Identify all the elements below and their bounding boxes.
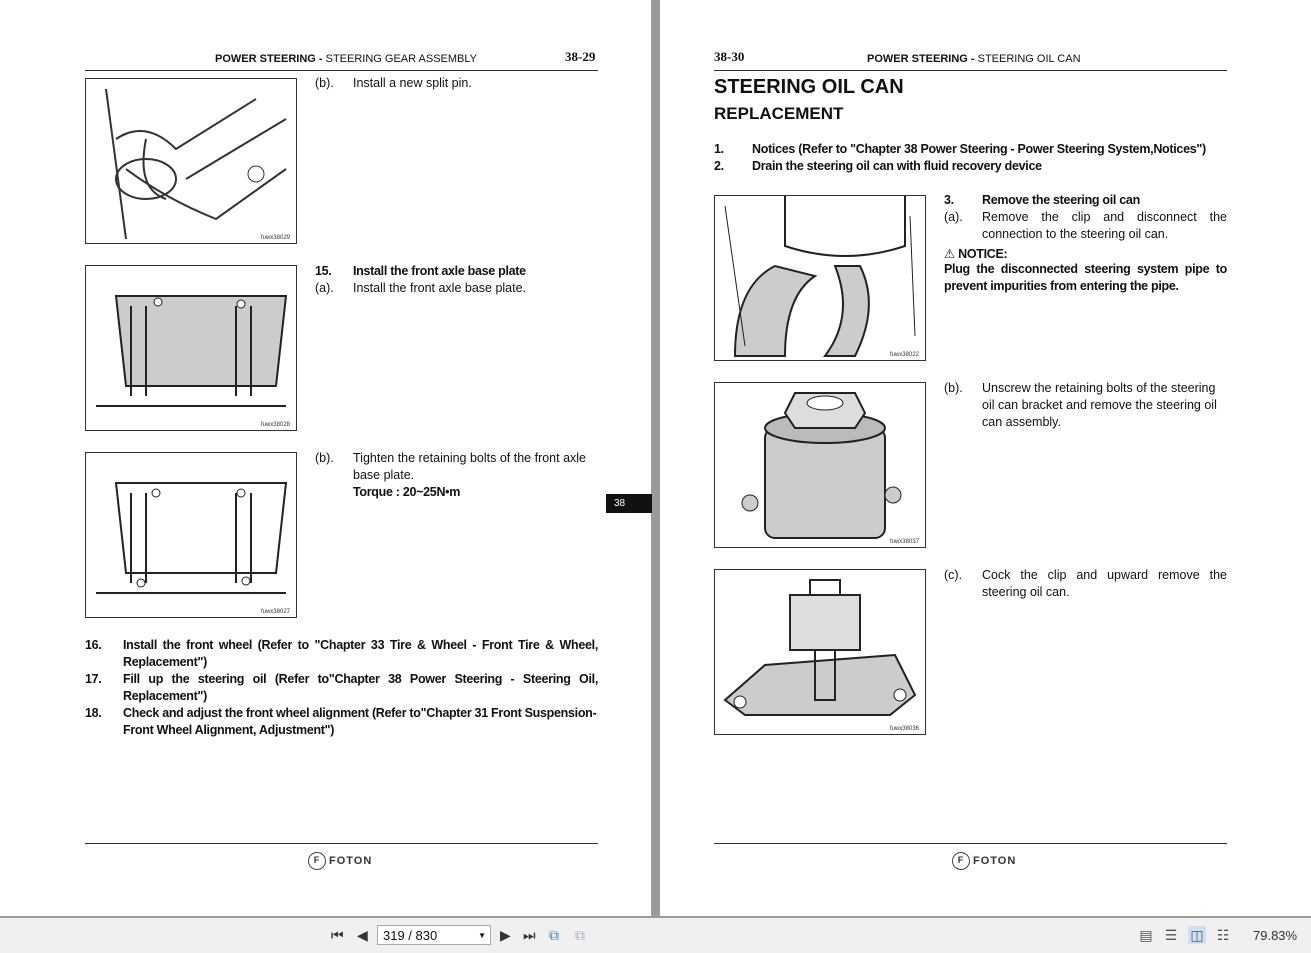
section-subtitle: REPLACEMENT (714, 104, 844, 123)
figure-split-pin (85, 78, 297, 244)
next-page-button[interactable]: ▶ (500, 927, 511, 943)
step-number: 18. (85, 706, 102, 720)
left-page (0, 0, 651, 916)
figure-caption: fuwx38029 (260, 235, 290, 241)
step-label: (b). (944, 381, 963, 395)
step-number: 17. (85, 672, 102, 686)
notice-text: Plug the disconnected steering system pipe to prevent impurities from entering the pipe. (944, 262, 1227, 293)
figure-caption: fuwx38022 (889, 352, 919, 358)
last-page-button[interactable]: ⏭ (523, 927, 536, 943)
page-number: 38-30 (714, 49, 745, 64)
foton-logo: F FOTON (308, 852, 372, 870)
zoom-level[interactable]: 79.83% (1253, 928, 1298, 943)
step-text: Cock the clip and upward remove the steering oil can. (982, 568, 1227, 599)
next-view-icon[interactable]: ⧉ (575, 927, 585, 943)
warning-icon: ⚠ (944, 247, 955, 261)
step-number: 3. (944, 193, 954, 207)
figure-axle-plate-bolts (85, 452, 297, 618)
previous-view-icon[interactable]: ⧉ (549, 927, 559, 943)
viewer-toolbar (0, 918, 1311, 953)
page-header: POWER STEERING - STEERING GEAR ASSEMBLY (215, 53, 478, 65)
step-label: (b). (315, 76, 334, 90)
figure-oil-can-removal (714, 569, 926, 735)
figure-caption: fuwx38028 (260, 422, 290, 428)
step-text: Install a new split pin. (353, 76, 472, 90)
continuous-view-icon[interactable]: ☰ (1164, 927, 1178, 943)
chapter-tab: 38 (606, 494, 652, 513)
step-label: (b). (315, 451, 334, 465)
figure-oil-can-bracket (714, 382, 926, 548)
two-page-view-icon[interactable]: ◫ (1188, 926, 1206, 944)
step-text: Tighten the retaining bolts of the front axle base plate. (353, 451, 587, 482)
step-text: Unscrew the retaining bolts of the steering oil can bracket and remove the steering oil can assembly. (982, 381, 1217, 429)
step-text: Install the front wheel (Refer to "Chapter 33 Tire & Wheel - Front Tire & Wheel, Replacement") (123, 638, 598, 669)
page-number: 38-29 (565, 49, 596, 64)
step-text: Fill up the steering oil (Refer to"Chapter 38 Power Steering - Steering Oil, Replacement") (123, 672, 598, 703)
step-number: 16. (85, 638, 102, 652)
step-heading: Install the front axle base plate (353, 264, 526, 278)
step-text: Drain the steering oil can with fluid recovery device (752, 159, 1042, 173)
two-page-continuous-view-icon[interactable]: ☷ (1216, 927, 1230, 943)
page-number-input[interactable]: 319 / 830 ▼ (377, 925, 491, 945)
step-label: (a). (315, 281, 334, 295)
torque-spec: Torque : 20~25N•m (353, 485, 461, 499)
step-heading: Remove the steering oil can (982, 193, 1140, 207)
foton-logo: F FOTON (952, 852, 1016, 870)
first-page-button[interactable]: ⏮ (331, 927, 344, 943)
notice-heading: ⚠ NOTICE: (944, 247, 1008, 261)
page-header: POWER STEERING - STEERING OIL CAN (867, 53, 1081, 65)
figure-oil-can-clip (714, 195, 926, 361)
step-number: 1. (714, 142, 724, 156)
step-number: 2. (714, 159, 724, 173)
right-page (660, 0, 1311, 916)
previous-page-button[interactable]: ◀ (357, 927, 368, 943)
section-title: STEERING OIL CAN (714, 76, 904, 98)
single-page-view-icon[interactable]: ▤ (1139, 927, 1153, 943)
chevron-down-icon[interactable]: ▼ (478, 931, 486, 940)
step-number: 15. (315, 264, 332, 278)
step-label: (c). (944, 568, 963, 582)
figure-caption: fuwx38037 (889, 539, 919, 545)
step-label: (a). (944, 210, 963, 224)
step-text: Check and adjust the front wheel alignment (Refer to"Chapter 31 Front Suspension-Front Wheel Alignment, Adjustment") (123, 706, 597, 737)
step-text: Install the front axle base plate. (353, 281, 527, 295)
step-text: Notices (Refer to "Chapter 38 Power Steering - Power Steering System,Notices") (752, 142, 1206, 156)
step-text: Remove the clip and disconnect the connection to the steering oil can. (982, 210, 1227, 241)
figure-caption: fuwx38036 (889, 726, 919, 732)
figure-axle-plate (85, 265, 297, 431)
figure-caption: fuwx38027 (260, 609, 290, 615)
